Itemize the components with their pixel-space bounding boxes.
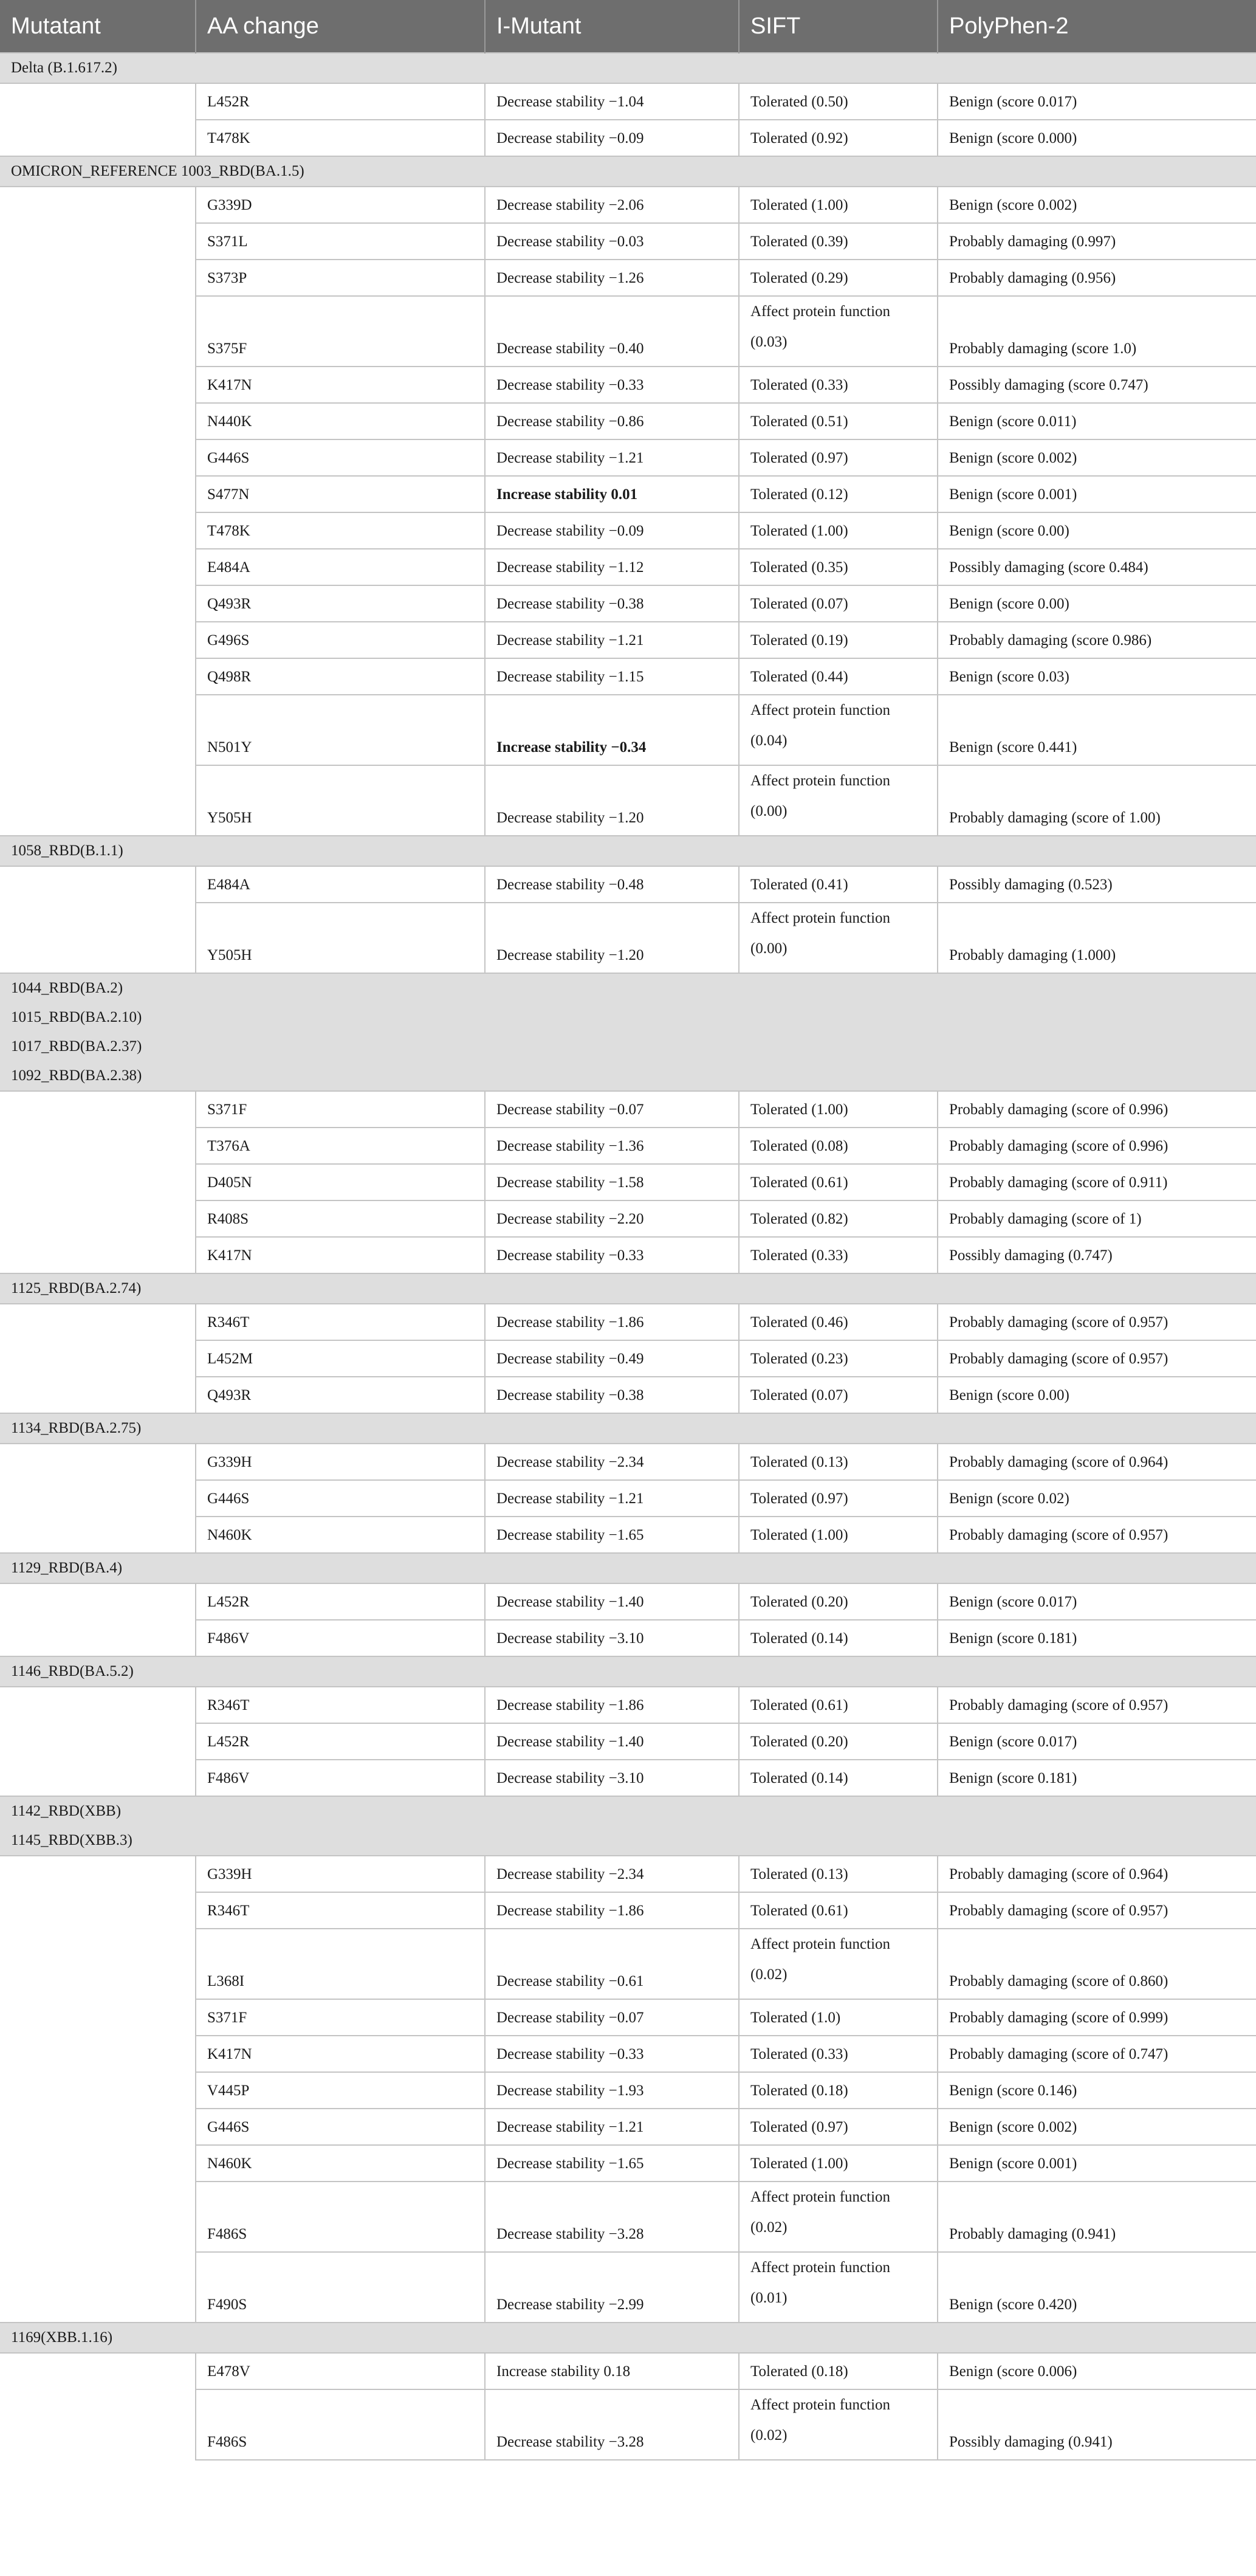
group-label: 1134_RBD(BA.2.75) bbox=[11, 1420, 142, 1436]
mutatant-spacer-cell bbox=[0, 2353, 196, 2460]
sift-cell: Tolerated (0.13) bbox=[739, 1444, 938, 1480]
i-mutant-cell: Decrease stability −1.58 bbox=[485, 1164, 739, 1200]
group-cell bbox=[0, 1553, 1256, 1583]
aa-change-cell: S373P bbox=[196, 260, 485, 296]
aa-change-cell: S375F bbox=[196, 296, 485, 367]
aa-change-cell: E484A bbox=[196, 866, 485, 903]
polyphen-cell: Benign (score 0.02) bbox=[938, 1480, 1256, 1517]
table-row bbox=[0, 1091, 1256, 1128]
sift-cell: Tolerated (0.97) bbox=[739, 1480, 938, 1517]
sift-line-1: Affect protein function bbox=[750, 2189, 891, 2205]
polyphen-cell: Possibly damaging (0.747) bbox=[938, 1237, 1256, 1273]
i-mutant-cell: Increase stability 0.18 bbox=[485, 2353, 739, 2389]
sift-cell: Tolerated (0.46) bbox=[739, 1304, 938, 1340]
group-label: 1125_RBD(BA.2.74) bbox=[11, 1280, 142, 1297]
sift-line-1: Affect protein function bbox=[750, 773, 891, 789]
group-label: Delta (B.1.617.2) bbox=[11, 60, 117, 76]
mutatant-spacer-cell bbox=[0, 1583, 196, 1656]
i-mutant-cell: Decrease stability −1.21 bbox=[485, 1480, 739, 1517]
aa-change-cell: K417N bbox=[196, 367, 485, 403]
polyphen-cell: Probably damaging (0.956) bbox=[938, 260, 1256, 296]
group-row bbox=[0, 1796, 1256, 1856]
aa-change-cell: T376A bbox=[196, 1128, 485, 1164]
sift-cell: Tolerated (0.44) bbox=[739, 658, 938, 695]
i-mutant-cell: Decrease stability −1.26 bbox=[485, 260, 739, 296]
table-row bbox=[0, 866, 1256, 903]
polyphen-cell: Probably damaging (score of 0.860) bbox=[938, 1929, 1256, 1999]
aa-change-cell: G446S bbox=[196, 2109, 485, 2145]
aa-change-cell: Q498R bbox=[196, 658, 485, 695]
polyphen-cell: Benign (score 0.441) bbox=[938, 695, 1256, 765]
sift-cell: Tolerated (0.07) bbox=[739, 1377, 938, 1413]
header-mutatant: Mutatant bbox=[0, 0, 196, 53]
i-mutant-cell: Decrease stability −2.20 bbox=[485, 1200, 739, 1237]
group-cell bbox=[0, 836, 1256, 866]
table-row bbox=[0, 1687, 1256, 1723]
i-mutant-cell: Decrease stability −3.10 bbox=[485, 1760, 739, 1796]
aa-change-cell: G496S bbox=[196, 622, 485, 658]
group-row bbox=[0, 836, 1256, 866]
i-mutant-cell: Decrease stability −1.40 bbox=[485, 1583, 739, 1620]
sift-line-2: (0.00) bbox=[750, 940, 788, 957]
mutatant-spacer-cell bbox=[0, 1091, 196, 1273]
sift-cell bbox=[739, 765, 938, 836]
polyphen-cell: Probably damaging (0.997) bbox=[938, 223, 1256, 260]
sift-line-2: (0.04) bbox=[750, 732, 788, 749]
aa-change-cell: S371F bbox=[196, 1999, 485, 2036]
sift-cell bbox=[739, 2389, 938, 2460]
aa-change-cell: Y505H bbox=[196, 765, 485, 836]
polyphen-cell: Possibly damaging (0.941) bbox=[938, 2389, 1256, 2460]
polyphen-cell: Probably damaging (score of 0.996) bbox=[938, 1128, 1256, 1164]
sift-cell: Tolerated (0.61) bbox=[739, 1892, 938, 1929]
i-mutant-cell: Decrease stability −1.65 bbox=[485, 2145, 739, 2182]
table-row bbox=[0, 83, 1256, 120]
aa-change-cell: F486V bbox=[196, 1620, 485, 1656]
i-mutant-cell: Decrease stability −3.28 bbox=[485, 2389, 739, 2460]
sift-cell: Tolerated (0.82) bbox=[739, 1200, 938, 1237]
i-mutant-cell: Increase stability 0.01 bbox=[485, 476, 739, 512]
aa-change-cell: S371L bbox=[196, 223, 485, 260]
polyphen-cell: Probably damaging (score 0.986) bbox=[938, 622, 1256, 658]
i-mutant-cell: Decrease stability −0.86 bbox=[485, 403, 739, 439]
table-row bbox=[0, 1444, 1256, 1480]
i-mutant-cell: Decrease stability −2.06 bbox=[485, 187, 739, 223]
i-mutant-cell: Decrease stability −0.09 bbox=[485, 512, 739, 549]
i-mutant-cell: Decrease stability −1.86 bbox=[485, 1304, 739, 1340]
i-mutant-cell: Decrease stability −1.12 bbox=[485, 549, 739, 585]
polyphen-cell: Benign (score 0.011) bbox=[938, 403, 1256, 439]
sift-cell: Tolerated (0.23) bbox=[739, 1340, 938, 1377]
group-label: 1017_RBD(BA.2.37) bbox=[11, 1038, 142, 1055]
sift-cell: Tolerated (0.61) bbox=[739, 1687, 938, 1723]
i-mutant-cell: Decrease stability −1.65 bbox=[485, 1517, 739, 1553]
mutatant-spacer-cell bbox=[0, 1687, 196, 1796]
sift-line-1: Affect protein function bbox=[750, 2397, 891, 2413]
polyphen-cell: Benign (score 0.000) bbox=[938, 120, 1256, 156]
header-aa-change: AA change bbox=[196, 0, 485, 53]
i-mutant-cell: Decrease stability −1.21 bbox=[485, 2109, 739, 2145]
aa-change-cell: Y505H bbox=[196, 903, 485, 973]
i-mutant-cell: Decrease stability −1.15 bbox=[485, 658, 739, 695]
aa-change-cell: F486V bbox=[196, 1760, 485, 1796]
i-mutant-cell: Decrease stability −0.33 bbox=[485, 1237, 739, 1273]
sift-cell: Tolerated (0.08) bbox=[739, 1128, 938, 1164]
aa-change-cell: S371F bbox=[196, 1091, 485, 1128]
polyphen-cell: Benign (score 0.00) bbox=[938, 585, 1256, 622]
sift-cell: Tolerated (1.00) bbox=[739, 2145, 938, 2182]
sift-cell bbox=[739, 903, 938, 973]
sift-line-2: (0.02) bbox=[750, 1966, 788, 1983]
sift-cell: Tolerated (0.14) bbox=[739, 1620, 938, 1656]
aa-change-cell: S477N bbox=[196, 476, 485, 512]
sift-cell bbox=[739, 2182, 938, 2252]
polyphen-cell: Possibly damaging (score 0.484) bbox=[938, 549, 1256, 585]
i-mutant-cell: Decrease stability −1.40 bbox=[485, 1723, 739, 1760]
group-row bbox=[0, 1553, 1256, 1583]
group-label: 1044_RBD(BA.2) bbox=[11, 980, 123, 996]
aa-change-cell: F486S bbox=[196, 2182, 485, 2252]
i-mutant-cell: Decrease stability −0.38 bbox=[485, 1377, 739, 1413]
i-mutant-cell: Decrease stability −3.28 bbox=[485, 2182, 739, 2252]
sift-line-1: Affect protein function bbox=[750, 2259, 891, 2276]
sift-line-2: (0.01) bbox=[750, 2290, 788, 2306]
polyphen-cell: Probably damaging (0.941) bbox=[938, 2182, 1256, 2252]
aa-change-cell: F486S bbox=[196, 2389, 485, 2460]
polyphen-cell: Benign (score 0.017) bbox=[938, 1583, 1256, 1620]
table-body bbox=[0, 53, 1256, 2460]
sift-cell: Tolerated (0.50) bbox=[739, 83, 938, 120]
i-mutant-cell: Decrease stability −1.21 bbox=[485, 622, 739, 658]
group-label: 1129_RBD(BA.4) bbox=[11, 1560, 123, 1576]
i-mutant-cell: Decrease stability −1.86 bbox=[485, 1687, 739, 1723]
sift-cell: Tolerated (1.0) bbox=[739, 1999, 938, 2036]
aa-change-cell: V445P bbox=[196, 2072, 485, 2109]
aa-change-cell: R346T bbox=[196, 1892, 485, 1929]
group-cell bbox=[0, 1796, 1256, 1856]
sift-cell: Tolerated (1.00) bbox=[739, 187, 938, 223]
group-label: 1142_RBD(XBB) bbox=[11, 1803, 122, 1819]
aa-change-cell: T478K bbox=[196, 120, 485, 156]
group-row bbox=[0, 1413, 1256, 1444]
table-row bbox=[0, 1856, 1256, 1892]
sift-cell: Tolerated (1.00) bbox=[739, 1091, 938, 1128]
group-row bbox=[0, 1656, 1256, 1687]
group-label: 1145_RBD(XBB.3) bbox=[11, 1832, 132, 1848]
i-mutant-cell: Decrease stability −1.20 bbox=[485, 765, 739, 836]
sift-cell: Tolerated (0.29) bbox=[739, 260, 938, 296]
sift-cell: Tolerated (0.61) bbox=[739, 1164, 938, 1200]
aa-change-cell: Q493R bbox=[196, 585, 485, 622]
polyphen-cell: Benign (score 0.002) bbox=[938, 439, 1256, 476]
polyphen-cell: Benign (score 0.017) bbox=[938, 83, 1256, 120]
polyphen-cell: Benign (score 0.001) bbox=[938, 476, 1256, 512]
aa-change-cell: N460K bbox=[196, 2145, 485, 2182]
polyphen-cell: Probably damaging (score of 0.964) bbox=[938, 1856, 1256, 1892]
sift-cell: Tolerated (0.35) bbox=[739, 549, 938, 585]
aa-change-cell: L452R bbox=[196, 1583, 485, 1620]
aa-change-cell: G339D bbox=[196, 187, 485, 223]
aa-change-cell: K417N bbox=[196, 1237, 485, 1273]
polyphen-cell: Possibly damaging (score 0.747) bbox=[938, 367, 1256, 403]
sift-cell: Tolerated (0.20) bbox=[739, 1723, 938, 1760]
aa-change-cell: E478V bbox=[196, 2353, 485, 2389]
i-mutant-cell: Decrease stability −3.10 bbox=[485, 1620, 739, 1656]
sift-cell: Tolerated (0.33) bbox=[739, 367, 938, 403]
header-polyphen2: PolyPhen-2 bbox=[938, 0, 1256, 53]
polyphen-cell: Probably damaging (score of 0.957) bbox=[938, 1304, 1256, 1340]
i-mutant-cell: Decrease stability −0.38 bbox=[485, 585, 739, 622]
mutatant-spacer-cell bbox=[0, 1444, 196, 1553]
i-mutant-cell: Decrease stability −2.34 bbox=[485, 1444, 739, 1480]
polyphen-cell: Probably damaging (score of 0.957) bbox=[938, 1687, 1256, 1723]
i-mutant-cell: Decrease stability −0.07 bbox=[485, 1091, 739, 1128]
i-mutant-cell: Decrease stability −0.48 bbox=[485, 866, 739, 903]
polyphen-cell: Benign (score 0.001) bbox=[938, 2145, 1256, 2182]
group-label: 1015_RBD(BA.2.10) bbox=[11, 1009, 142, 1025]
table-header bbox=[0, 0, 1256, 53]
sift-cell: Tolerated (0.12) bbox=[739, 476, 938, 512]
polyphen-cell: Probably damaging (1.000) bbox=[938, 903, 1256, 973]
aa-change-cell: R346T bbox=[196, 1687, 485, 1723]
sift-cell: Tolerated (0.14) bbox=[739, 1760, 938, 1796]
aa-change-cell: G446S bbox=[196, 1480, 485, 1517]
mutatant-spacer-cell bbox=[0, 187, 196, 836]
i-mutant-cell: Decrease stability −1.21 bbox=[485, 439, 739, 476]
sift-cell: Tolerated (0.97) bbox=[739, 2109, 938, 2145]
sift-cell: Tolerated (0.07) bbox=[739, 585, 938, 622]
sift-cell bbox=[739, 695, 938, 765]
group-label: 1169(XBB.1.16) bbox=[11, 2329, 113, 2346]
sift-line-2: (0.02) bbox=[750, 2427, 788, 2443]
sift-line-1: Affect protein function bbox=[750, 1936, 891, 1952]
group-label: OMICRON_REFERENCE 1003_RBD(BA.1.5) bbox=[11, 163, 304, 179]
polyphen-cell: Benign (score 0.002) bbox=[938, 2109, 1256, 2145]
aa-change-cell: N460K bbox=[196, 1517, 485, 1553]
i-mutant-cell: Decrease stability −1.93 bbox=[485, 2072, 739, 2109]
i-mutant-cell: Decrease stability −1.04 bbox=[485, 83, 739, 120]
sift-cell: Tolerated (1.00) bbox=[739, 512, 938, 549]
polyphen-cell: Probably damaging (score of 0.911) bbox=[938, 1164, 1256, 1200]
group-cell bbox=[0, 2323, 1256, 2353]
group-row bbox=[0, 156, 1256, 187]
aa-change-cell: F490S bbox=[196, 2252, 485, 2323]
group-cell bbox=[0, 1273, 1256, 1304]
group-label: 1058_RBD(B.1.1) bbox=[11, 842, 123, 859]
i-mutant-cell: Decrease stability −0.61 bbox=[485, 1929, 739, 1999]
sift-line-2: (0.00) bbox=[750, 803, 788, 819]
sift-cell: Tolerated (0.13) bbox=[739, 1856, 938, 1892]
i-mutant-cell: Decrease stability −0.03 bbox=[485, 223, 739, 260]
mutatant-spacer-cell bbox=[0, 866, 196, 973]
table-row bbox=[0, 187, 1256, 223]
aa-change-cell: R346T bbox=[196, 1304, 485, 1340]
polyphen-cell: Probably damaging (score of 0.964) bbox=[938, 1444, 1256, 1480]
polyphen-cell: Probably damaging (score of 0.957) bbox=[938, 1892, 1256, 1929]
polyphen-cell: Probably damaging (score of 1) bbox=[938, 1200, 1256, 1237]
table-row bbox=[0, 1583, 1256, 1620]
group-cell bbox=[0, 1413, 1256, 1444]
table-row bbox=[0, 1304, 1256, 1340]
aa-change-cell: R408S bbox=[196, 1200, 485, 1237]
header-i-mutant: I-Mutant bbox=[485, 0, 739, 53]
aa-change-cell: G339H bbox=[196, 1444, 485, 1480]
header-sift: SIFT bbox=[739, 0, 938, 53]
sift-cell: Tolerated (0.41) bbox=[739, 866, 938, 903]
polyphen-cell: Benign (score 0.181) bbox=[938, 1760, 1256, 1796]
group-label: 1092_RBD(BA.2.38) bbox=[11, 1067, 142, 1084]
i-mutant-cell: Increase stability −0.34 bbox=[485, 695, 739, 765]
group-cell bbox=[0, 973, 1256, 1091]
aa-change-cell: E484A bbox=[196, 549, 485, 585]
polyphen-cell: Benign (score 0.017) bbox=[938, 1723, 1256, 1760]
polyphen-cell: Probably damaging (score 1.0) bbox=[938, 296, 1256, 367]
i-mutant-cell: Decrease stability −1.36 bbox=[485, 1128, 739, 1164]
group-row bbox=[0, 2323, 1256, 2353]
polyphen-cell: Probably damaging (score of 0.999) bbox=[938, 1999, 1256, 2036]
group-row bbox=[0, 1273, 1256, 1304]
i-mutant-cell: Decrease stability −1.86 bbox=[485, 1892, 739, 1929]
group-cell bbox=[0, 156, 1256, 187]
sift-cell: Tolerated (0.18) bbox=[739, 2353, 938, 2389]
mutatant-spacer-cell bbox=[0, 83, 196, 156]
aa-change-cell: N501Y bbox=[196, 695, 485, 765]
sift-cell: Tolerated (0.18) bbox=[739, 2072, 938, 2109]
sift-cell: Tolerated (1.00) bbox=[739, 1517, 938, 1553]
sift-cell bbox=[739, 296, 938, 367]
polyphen-cell: Benign (score 0.420) bbox=[938, 2252, 1256, 2323]
polyphen-cell: Probably damaging (score of 0.996) bbox=[938, 1091, 1256, 1128]
sift-line-1: Affect protein function bbox=[750, 702, 891, 718]
aa-change-cell: D405N bbox=[196, 1164, 485, 1200]
aa-change-cell: G339H bbox=[196, 1856, 485, 1892]
sift-line-1: Affect protein function bbox=[750, 303, 891, 320]
sift-line-2: (0.03) bbox=[750, 334, 788, 350]
sift-cell: Tolerated (0.92) bbox=[739, 120, 938, 156]
mutatant-spacer-cell bbox=[0, 1304, 196, 1413]
aa-change-cell: L452R bbox=[196, 83, 485, 120]
i-mutant-cell: Decrease stability −0.33 bbox=[485, 367, 739, 403]
sift-cell bbox=[739, 1929, 938, 1999]
aa-change-cell: L368I bbox=[196, 1929, 485, 1999]
sift-cell bbox=[739, 2252, 938, 2323]
aa-change-cell: T478K bbox=[196, 512, 485, 549]
polyphen-cell: Benign (score 0.002) bbox=[938, 187, 1256, 223]
polyphen-cell: Probably damaging (score of 1.00) bbox=[938, 765, 1256, 836]
table-row bbox=[0, 2353, 1256, 2389]
i-mutant-cell: Decrease stability −0.09 bbox=[485, 120, 739, 156]
group-cell bbox=[0, 1656, 1256, 1687]
group-cell bbox=[0, 53, 1256, 83]
i-mutant-cell: Decrease stability −0.07 bbox=[485, 1999, 739, 2036]
polyphen-cell: Benign (score 0.00) bbox=[938, 512, 1256, 549]
i-mutant-cell: Decrease stability −0.49 bbox=[485, 1340, 739, 1377]
aa-change-cell: K417N bbox=[196, 2036, 485, 2072]
aa-change-cell: N440K bbox=[196, 403, 485, 439]
polyphen-cell: Probably damaging (score of 0.957) bbox=[938, 1340, 1256, 1377]
polyphen-cell: Benign (score 0.146) bbox=[938, 2072, 1256, 2109]
aa-change-cell: L452M bbox=[196, 1340, 485, 1377]
aa-change-cell: Q493R bbox=[196, 1377, 485, 1413]
header-row bbox=[0, 0, 1256, 53]
i-mutant-cell: Decrease stability −2.34 bbox=[485, 1856, 739, 1892]
i-mutant-cell: Decrease stability −1.20 bbox=[485, 903, 739, 973]
group-row bbox=[0, 973, 1256, 1091]
group-row bbox=[0, 53, 1256, 83]
polyphen-cell: Benign (score 0.006) bbox=[938, 2353, 1256, 2389]
polyphen-cell: Benign (score 0.181) bbox=[938, 1620, 1256, 1656]
sift-cell: Tolerated (0.33) bbox=[739, 1237, 938, 1273]
sift-cell: Tolerated (0.97) bbox=[739, 439, 938, 476]
polyphen-cell: Probably damaging (score of 0.747) bbox=[938, 2036, 1256, 2072]
polyphen-cell: Probably damaging (score of 0.957) bbox=[938, 1517, 1256, 1553]
sift-cell: Tolerated (0.19) bbox=[739, 622, 938, 658]
sift-line-2: (0.02) bbox=[750, 2219, 788, 2236]
sift-cell: Tolerated (0.51) bbox=[739, 403, 938, 439]
polyphen-cell: Benign (score 0.00) bbox=[938, 1377, 1256, 1413]
polyphen-cell: Possibly damaging (0.523) bbox=[938, 866, 1256, 903]
group-label: 1146_RBD(BA.5.2) bbox=[11, 1663, 134, 1679]
mutatant-spacer-cell bbox=[0, 1856, 196, 2323]
aa-change-cell: L452R bbox=[196, 1723, 485, 1760]
sift-cell: Tolerated (0.33) bbox=[739, 2036, 938, 2072]
polyphen-cell: Benign (score 0.03) bbox=[938, 658, 1256, 695]
i-mutant-cell: Decrease stability −2.99 bbox=[485, 2252, 739, 2323]
sift-line-1: Affect protein function bbox=[750, 910, 891, 926]
sift-cell: Tolerated (0.39) bbox=[739, 223, 938, 260]
i-mutant-cell: Decrease stability −0.33 bbox=[485, 2036, 739, 2072]
i-mutant-cell: Decrease stability −0.40 bbox=[485, 296, 739, 367]
aa-change-cell: G446S bbox=[196, 439, 485, 476]
sift-cell: Tolerated (0.20) bbox=[739, 1583, 938, 1620]
